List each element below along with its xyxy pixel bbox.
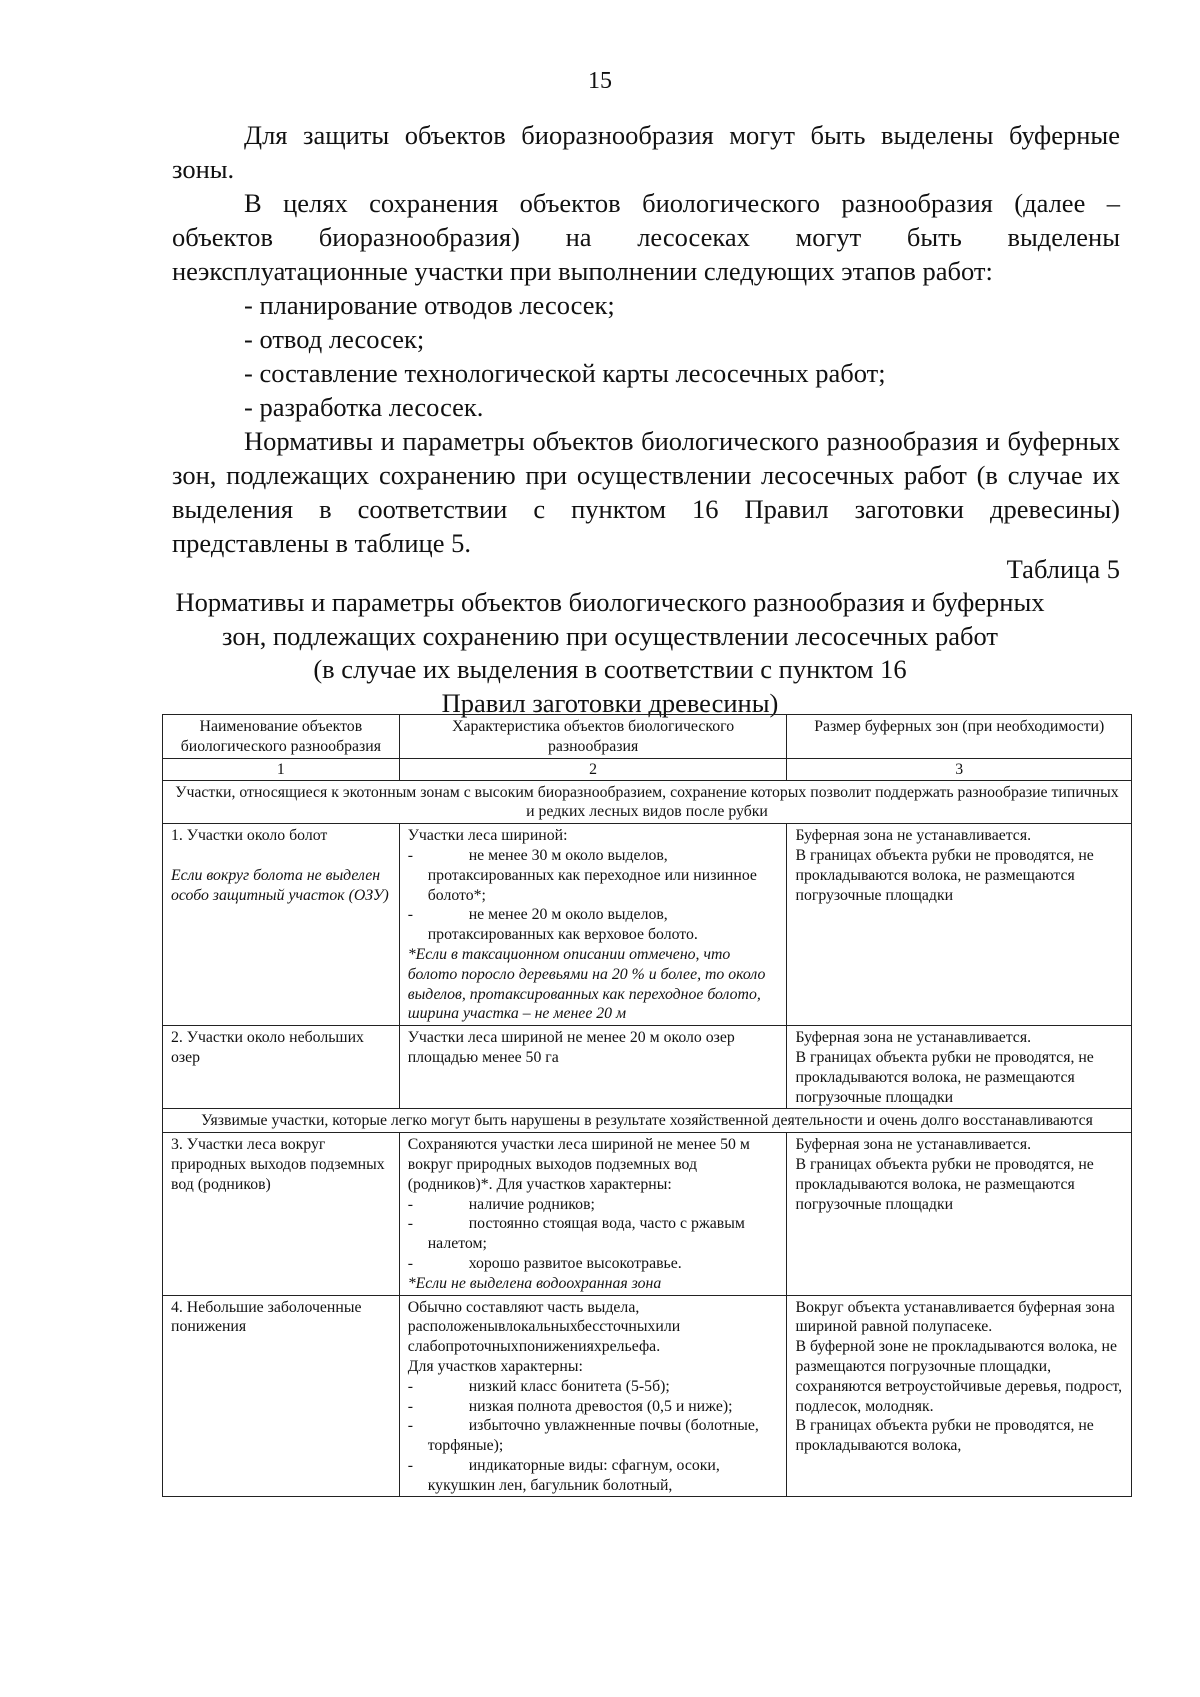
table-title-line: (в случае их выделения в соответствии с пунктом 16 xyxy=(313,654,907,684)
page-number: 15 xyxy=(588,68,612,94)
characteristic-item: - хорошо развитое высокотравье. xyxy=(407,1254,682,1272)
row-name: 4. Небольшие заболоченные понижения xyxy=(171,1298,362,1336)
stage-item: - отвод лесосек; xyxy=(244,324,425,354)
characteristic-note: *Если в таксационном описании отмечено, что болото поросло деревьями на 20 % и более, то около выделов, протаксированных как переходное болото, ширина участка – не менее 20 м xyxy=(407,945,766,1023)
table-row xyxy=(163,1026,1132,1109)
buffer-text: В буферной зоне не прокладываются волока, не размещаются погрузочные площадки, сохраняются ветроустойчивые деревья, подрост, подлесок, молодняк. xyxy=(795,1338,1123,1415)
buffer-text: Буферная зона не устанавливается. xyxy=(795,827,1032,845)
column-number: 2 xyxy=(399,758,787,780)
table-title xyxy=(150,586,1070,720)
characteristic-note: *Если не выделена водоохранная зона xyxy=(407,1274,662,1292)
buffer-text: В границах объекта рубки не проводятся, не прокладываются волока, не размещаются погрузочные площадки xyxy=(795,846,1094,904)
row-buffer-cell xyxy=(787,1133,1132,1295)
characteristic-intro: Обычно составляют часть выдела, расположенывлокальныхбессточныхили слабопроточныхпониженияхрельефа. xyxy=(407,1298,681,1356)
row-name-cell xyxy=(163,824,400,1026)
row-buffer-cell xyxy=(787,824,1132,1026)
row-buffer-cell xyxy=(787,1295,1132,1497)
table-row xyxy=(163,1295,1132,1497)
paragraph-buffer-zones: Для защиты объектов биоразнообразия могут быть выделены буферные зоны. xyxy=(172,120,1120,184)
table-title-line: Правил заготовки древесины) xyxy=(441,687,779,718)
row-name: 1. Участки около болот xyxy=(171,827,328,845)
characteristic-text: Участки леса шириной не менее 20 м около озер площадью менее 50 га xyxy=(407,1029,735,1066)
header-name: Наименование объектов биологического разнообразия xyxy=(163,715,400,759)
biodiversity-table xyxy=(162,714,1132,1497)
characteristic-intro: Сохраняются участки леса шириной не менее 50 м вокруг природных выходов подземных вод (родников)*. Для участков характерны: xyxy=(407,1136,750,1193)
column-number: 1 xyxy=(163,758,400,780)
buffer-text: В границах объекта рубки не проводятся, не прокладываются волока, не размещаются погрузочные площадки xyxy=(795,1048,1094,1106)
row-name-cell xyxy=(163,1295,400,1497)
stage-item: - планирование отводов лесосек; xyxy=(244,290,615,320)
row-characteristic-cell xyxy=(399,824,787,1026)
stage-item: - составление технологической карты лесосечных работ; xyxy=(244,358,886,388)
header-buffer-size: Размер буферных зон (при необходимости) xyxy=(787,715,1132,759)
header-characteristic: Характеристика объектов биологического разнообразия xyxy=(399,715,787,759)
paragraph-norms: Нормативы и параметры объектов биологического разнообразия и буферных зон, подлежащих сохранению при осуществлении лесосечных работ (в случае их выделения в соответствии с пунктом 16 Правил заготовки древесины) представлены в таблице 5. xyxy=(172,426,1120,558)
table-row xyxy=(163,1133,1132,1295)
characteristic-item: - не менее 20 м около выделов, протаксированных как верховое болото. xyxy=(407,906,698,944)
buffer-text: Буферная зона не устанавливается. xyxy=(795,1029,1032,1047)
characteristic-item: - индикаторные виды: сфагнум, осоки, кукушкин лен, багульник болотный, xyxy=(407,1456,720,1494)
section-row xyxy=(163,1109,1132,1133)
table-title-line: Нормативы и параметры объектов биологического разнообразия и буферных xyxy=(175,587,1045,617)
table-header-row xyxy=(163,715,1132,759)
section-heading: Уязвимые участки, которые легко могут быть нарушены в результате хозяйственной деятельности и очень долго восстанавливаются xyxy=(163,1109,1132,1133)
buffer-text: В границах объекта рубки не проводятся, не прокладываются волока, не размещаются погрузочные площадки xyxy=(795,1155,1094,1213)
column-number: 3 xyxy=(787,758,1132,780)
row-buffer-cell xyxy=(787,1026,1132,1109)
buffer-text: Вокруг объекта устанавливается буферная зона шириной равной полупасеке. xyxy=(795,1298,1115,1336)
row-name-cell xyxy=(163,1133,400,1295)
body-text xyxy=(172,118,1120,560)
table-title-line: зон, подлежащих сохранению при осуществлении лесосечных работ xyxy=(222,620,998,651)
stage-item: - разработка лесосек. xyxy=(244,392,484,422)
row-characteristic-cell xyxy=(399,1026,787,1109)
section-row xyxy=(163,780,1132,824)
buffer-text: Буферная зона не устанавливается. xyxy=(795,1136,1032,1154)
buffer-text: В границах объекта рубки не проводятся, не прокладываются волока, xyxy=(795,1417,1094,1455)
characteristic-item: - низкий класс бонитета (5-5б); xyxy=(407,1377,670,1395)
characteristic-intro: Для участков характерны: xyxy=(407,1357,583,1375)
row-characteristic-cell xyxy=(399,1133,787,1295)
row-name-cell xyxy=(163,1026,400,1109)
characteristic-intro: Участки леса шириной: xyxy=(407,827,568,845)
characteristic-item: - низкая полнота древостоя (0,5 и ниже); xyxy=(407,1397,733,1415)
table-row xyxy=(163,824,1132,1026)
characteristic-item: - наличие родников; xyxy=(407,1195,595,1213)
row-name-note: Если вокруг болота не выделен особо защитный участок (ОЗУ) xyxy=(171,866,389,904)
row-characteristic-cell xyxy=(399,1295,787,1497)
paragraph-intro: В целях сохранения объектов биологического разнообразия (далее – объектов биоразнообразия) на лесосеках могут быть выделены неэксплуатационные участки при выполнении следующих этапов работ: xyxy=(172,188,1120,286)
spacer xyxy=(171,846,391,866)
characteristic-item: - избыточно увлажненные почвы (болотные, торфяные); xyxy=(407,1417,759,1455)
section-heading: Участки, относящиеся к экотонным зонам с высоким биоразнообразием, сохранение которых позволит поддержать разнообразие типичных и редких лесных видов после рубки xyxy=(163,780,1132,824)
row-name: 3. Участки леса вокруг природных выходов подземных вод (родников) xyxy=(171,1136,385,1193)
characteristic-item: - не менее 30 м около выделов, протаксированных как переходное или низинное болото*; xyxy=(407,846,757,904)
row-name: 2. Участки около небольших озер xyxy=(171,1029,364,1066)
characteristic-item: - постоянно стоящая вода, часто с ржавым налетом; xyxy=(407,1215,745,1253)
column-number-row xyxy=(163,758,1132,780)
table-number: Таблица 5 xyxy=(1006,554,1120,584)
